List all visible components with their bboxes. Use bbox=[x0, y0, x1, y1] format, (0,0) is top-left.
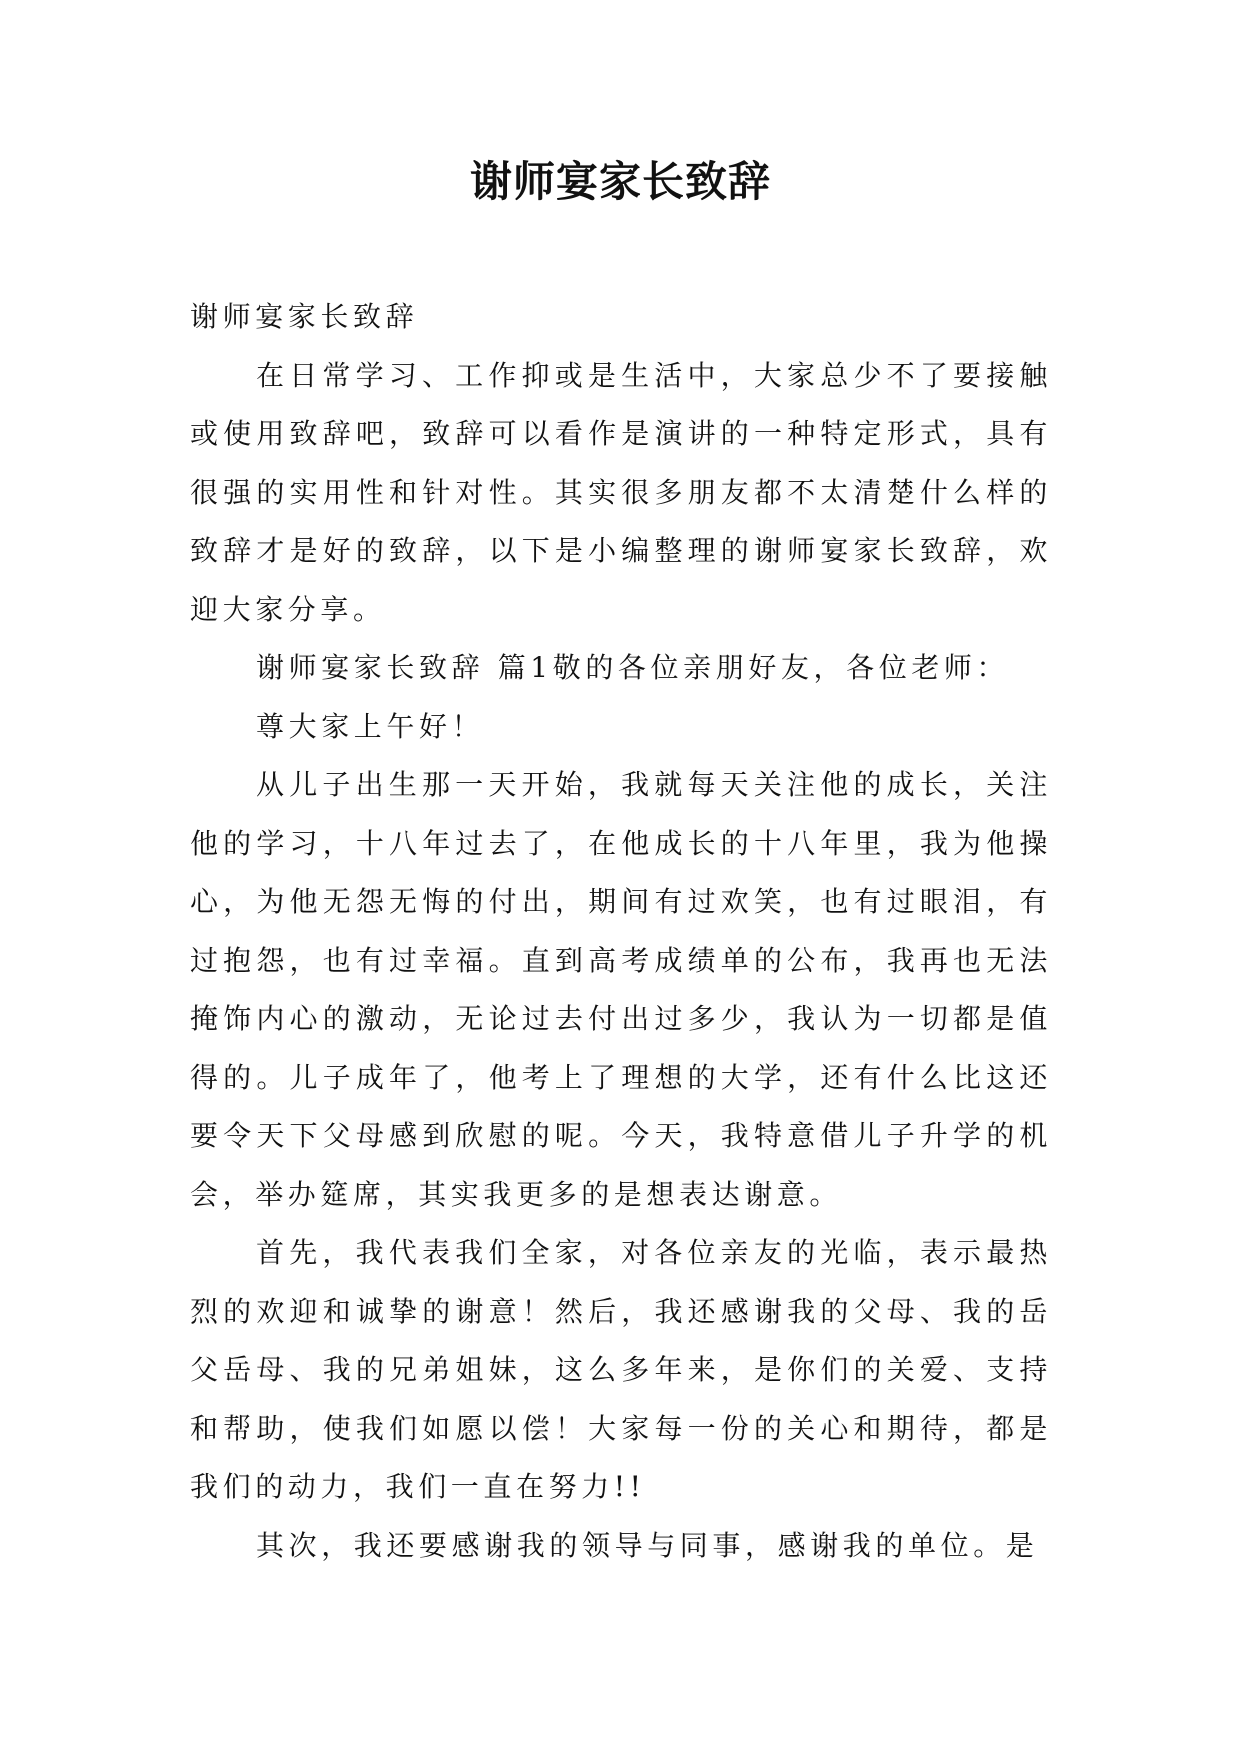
document-title: 谢师宴家长致辞 bbox=[469, 157, 771, 206]
paragraph-thanks-family: 首先，我代表我们全家，对各位亲友的光临，表示最热烈的欢迎和诚挚的谢意！然后，我还感谢我的父母、我的岳父岳母、我的兄弟姐妹，这么多年来，是你们的关爱、支持和帮助，使我们如愿以偿！大家每一份的关心和期待，都是我们的动力，我们一直在努力!! bbox=[190, 1236, 1052, 1503]
paragraph-intro: 在日常学习、工作抑或是生活中，大家总少不了要接触或使用致辞吧，致辞可以看作是演讲的一种特定形式，具有很强的实用性和针对性。其实很多朋友都不太清楚什么样的致辞才是好的致辞，以下是小编整理的谢师宴家长致辞，欢迎大家分享。 bbox=[190, 358, 1052, 626]
paragraph-thanks-colleagues: 其次，我还要感谢我的领导与同事，感谢我的单位。是 bbox=[256, 1528, 1039, 1562]
paragraph-son-growth: 从儿子出生那一天开始，我就每天关注他的成长，关注他的学习，十八年过去了，在他成长的十八年里，我为他操心，为他无怨无悔的付出，期间有过欢笑，也有过眼泪，有过抱怨，也有过幸福。直到高考成绩单的公布，我再也无法掩饰内心的激动，无论过去付出过多少，我认为一切都是值得的。儿子成年了，他考上了理想的大学，还有什么比这还要令天下父母感到欣慰的呢。今天，我特意借儿子升学的机会，举办筵席，其实我更多的是想表达谢意。 bbox=[190, 768, 1052, 1211]
paragraph-greeting: 尊大家上午好！ bbox=[256, 709, 485, 743]
paragraph-heading: 谢师宴家长致辞 bbox=[190, 300, 419, 333]
document-body bbox=[190, 288, 1052, 1575]
paragraph-salutation: 谢师宴家长致辞 篇1敬的各位亲朋好友，各位老师： bbox=[256, 651, 1010, 684]
